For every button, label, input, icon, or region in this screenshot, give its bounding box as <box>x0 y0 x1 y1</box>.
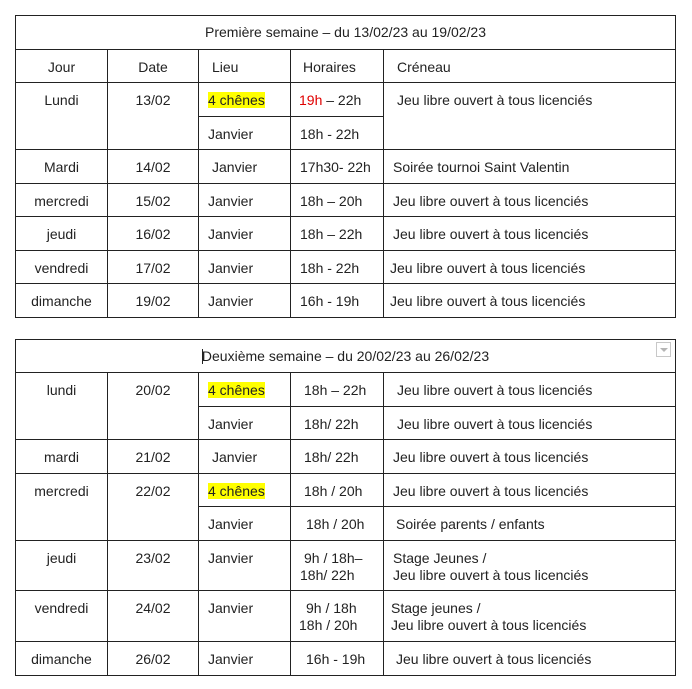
cell-horaires[interactable]: 18h / 20h <box>291 474 384 507</box>
cell-date[interactable]: 23/02 <box>108 541 199 591</box>
cell-lieu[interactable] <box>199 373 291 407</box>
cell-lieu[interactable] <box>199 83 291 117</box>
cell-creneau[interactable]: Jeu libre ouvert à tous licenciés <box>384 83 676 150</box>
cell-creneau[interactable]: Stage Jeunes / Jeu libre ouvert à tous licenciés <box>384 541 676 591</box>
red-hour: 19h <box>299 92 323 108</box>
cell-lieu[interactable]: Janvier <box>199 251 291 284</box>
cell-date[interactable]: 24/02 <box>108 591 199 642</box>
cell-date[interactable]: 19/02 <box>108 284 199 318</box>
highlighted-lieu: 4 chênes <box>208 382 265 398</box>
cell-horaires[interactable]: 18h/ 22h <box>291 407 384 440</box>
header-lieu[interactable]: Lieu <box>199 50 291 83</box>
cell-jour[interactable]: jeudi <box>16 541 108 591</box>
header-creneau[interactable]: Créneau <box>384 50 676 83</box>
cell-horaires[interactable]: 16h - 19h <box>291 642 384 676</box>
cell-lieu[interactable]: Janvier <box>199 507 291 541</box>
cell-creneau[interactable]: Jeu libre ouvert à tous licenciés <box>384 407 676 440</box>
cell-horaires[interactable]: 18h – 20h <box>291 184 384 217</box>
cell-creneau[interactable]: Jeu libre ouvert à tous licenciés <box>384 184 676 217</box>
cell-creneau[interactable]: Soirée tournoi Saint Valentin <box>384 150 676 184</box>
cell-jour[interactable]: dimanche <box>16 284 108 318</box>
cell-creneau[interactable]: Jeu libre ouvert à tous licenciés <box>384 373 676 407</box>
highlighted-lieu: 4 chênes <box>208 92 265 108</box>
table-row <box>16 474 676 507</box>
cell-horaires[interactable]: 18h – 22h <box>291 217 384 251</box>
cell-horaires[interactable]: 9h / 18h– 18h/ 22h <box>291 541 384 591</box>
table-row <box>16 642 676 676</box>
cell-horaires[interactable]: 19h – 22h <box>291 83 384 117</box>
cell-creneau[interactable]: Jeu libre ouvert à tous licenciés <box>384 284 676 318</box>
cell-jour[interactable]: mercredi <box>16 184 108 217</box>
cell-lieu[interactable]: Janvier <box>199 642 291 676</box>
cell-lieu[interactable]: Janvier <box>199 184 291 217</box>
week1-table <box>15 15 676 318</box>
cell-jour[interactable]: dimanche <box>16 642 108 676</box>
cell-date[interactable]: 15/02 <box>108 184 199 217</box>
cell-date[interactable]: 26/02 <box>108 642 199 676</box>
cell-lieu[interactable] <box>199 474 291 507</box>
cell-jour[interactable]: Mardi <box>16 150 108 184</box>
cell-date[interactable]: 20/02 <box>108 373 199 440</box>
cell-creneau[interactable]: Stage jeunes / Jeu libre ouvert à tous licenciés <box>384 591 676 642</box>
cell-horaires[interactable]: 18h – 22h <box>291 373 384 407</box>
header-jour[interactable]: Jour <box>16 50 108 83</box>
table-row <box>16 373 676 407</box>
cell-lieu[interactable]: Janvier <box>199 407 291 440</box>
week2-title[interactable]: Deuxième semaine – du 20/02/23 au 26/02/23 <box>16 340 676 373</box>
cell-horaires[interactable]: 18h - 22h <box>291 251 384 284</box>
cell-creneau[interactable]: Jeu libre ouvert à tous licenciés <box>384 642 676 676</box>
cell-horaires[interactable]: 16h - 19h <box>291 284 384 318</box>
week1-title[interactable]: Première semaine – du 13/02/23 au 19/02/23 <box>16 16 676 50</box>
header-horaires[interactable]: Horaires <box>291 50 384 83</box>
cell-creneau[interactable]: Jeu libre ouvert à tous licenciés <box>384 440 676 474</box>
cell-date[interactable]: 14/02 <box>108 150 199 184</box>
highlighted-lieu: 4 chênes <box>208 483 265 499</box>
table-row <box>16 83 676 117</box>
cell-horaires[interactable]: 9h / 18h 18h / 20h <box>291 591 384 642</box>
cell-lieu[interactable]: Janvier <box>199 440 291 474</box>
cell-jour[interactable]: mercredi <box>16 474 108 541</box>
table-row <box>16 284 676 318</box>
cell-date[interactable]: 21/02 <box>108 440 199 474</box>
dropdown-arrow-icon[interactable] <box>656 342 671 357</box>
cell-date[interactable]: 17/02 <box>108 251 199 284</box>
cell-jour[interactable]: vendredi <box>16 251 108 284</box>
cell-horaires[interactable]: 18h - 22h <box>291 117 384 150</box>
table-row <box>16 591 676 642</box>
cell-creneau[interactable]: Jeu libre ouvert à tous licenciés <box>384 474 676 507</box>
table-row <box>16 150 676 184</box>
cell-lieu[interactable]: Janvier <box>199 541 291 591</box>
cell-creneau[interactable]: Soirée parents / enfants <box>384 507 676 541</box>
table-row <box>16 440 676 474</box>
cell-jour[interactable]: lundi <box>16 373 108 440</box>
cell-lieu[interactable]: Janvier <box>199 591 291 642</box>
cell-creneau[interactable]: Jeu libre ouvert à tous licenciés <box>384 217 676 251</box>
cell-jour[interactable]: Lundi <box>16 83 108 150</box>
cell-date[interactable]: 22/02 <box>108 474 199 541</box>
cell-horaires[interactable]: 18h/ 22h <box>291 440 384 474</box>
cell-horaires[interactable]: 18h / 20h <box>291 507 384 541</box>
week2-table <box>15 339 676 676</box>
header-date[interactable]: Date <box>108 50 199 83</box>
table-row <box>16 541 676 591</box>
cell-jour[interactable]: jeudi <box>16 217 108 251</box>
cell-creneau[interactable]: Jeu libre ouvert à tous licenciés <box>384 251 676 284</box>
table-row <box>16 217 676 251</box>
cell-date[interactable]: 13/02 <box>108 83 199 150</box>
cell-lieu[interactable]: Janvier <box>199 217 291 251</box>
cell-lieu[interactable]: Janvier <box>199 150 291 184</box>
cell-jour[interactable]: mardi <box>16 440 108 474</box>
cell-jour[interactable]: vendredi <box>16 591 108 642</box>
cell-horaires[interactable]: 17h30- 22h <box>291 150 384 184</box>
cell-lieu[interactable]: Janvier <box>199 284 291 318</box>
table-row <box>16 184 676 217</box>
table-row <box>16 251 676 284</box>
cell-lieu[interactable]: Janvier <box>199 117 291 150</box>
cell-date[interactable]: 16/02 <box>108 217 199 251</box>
